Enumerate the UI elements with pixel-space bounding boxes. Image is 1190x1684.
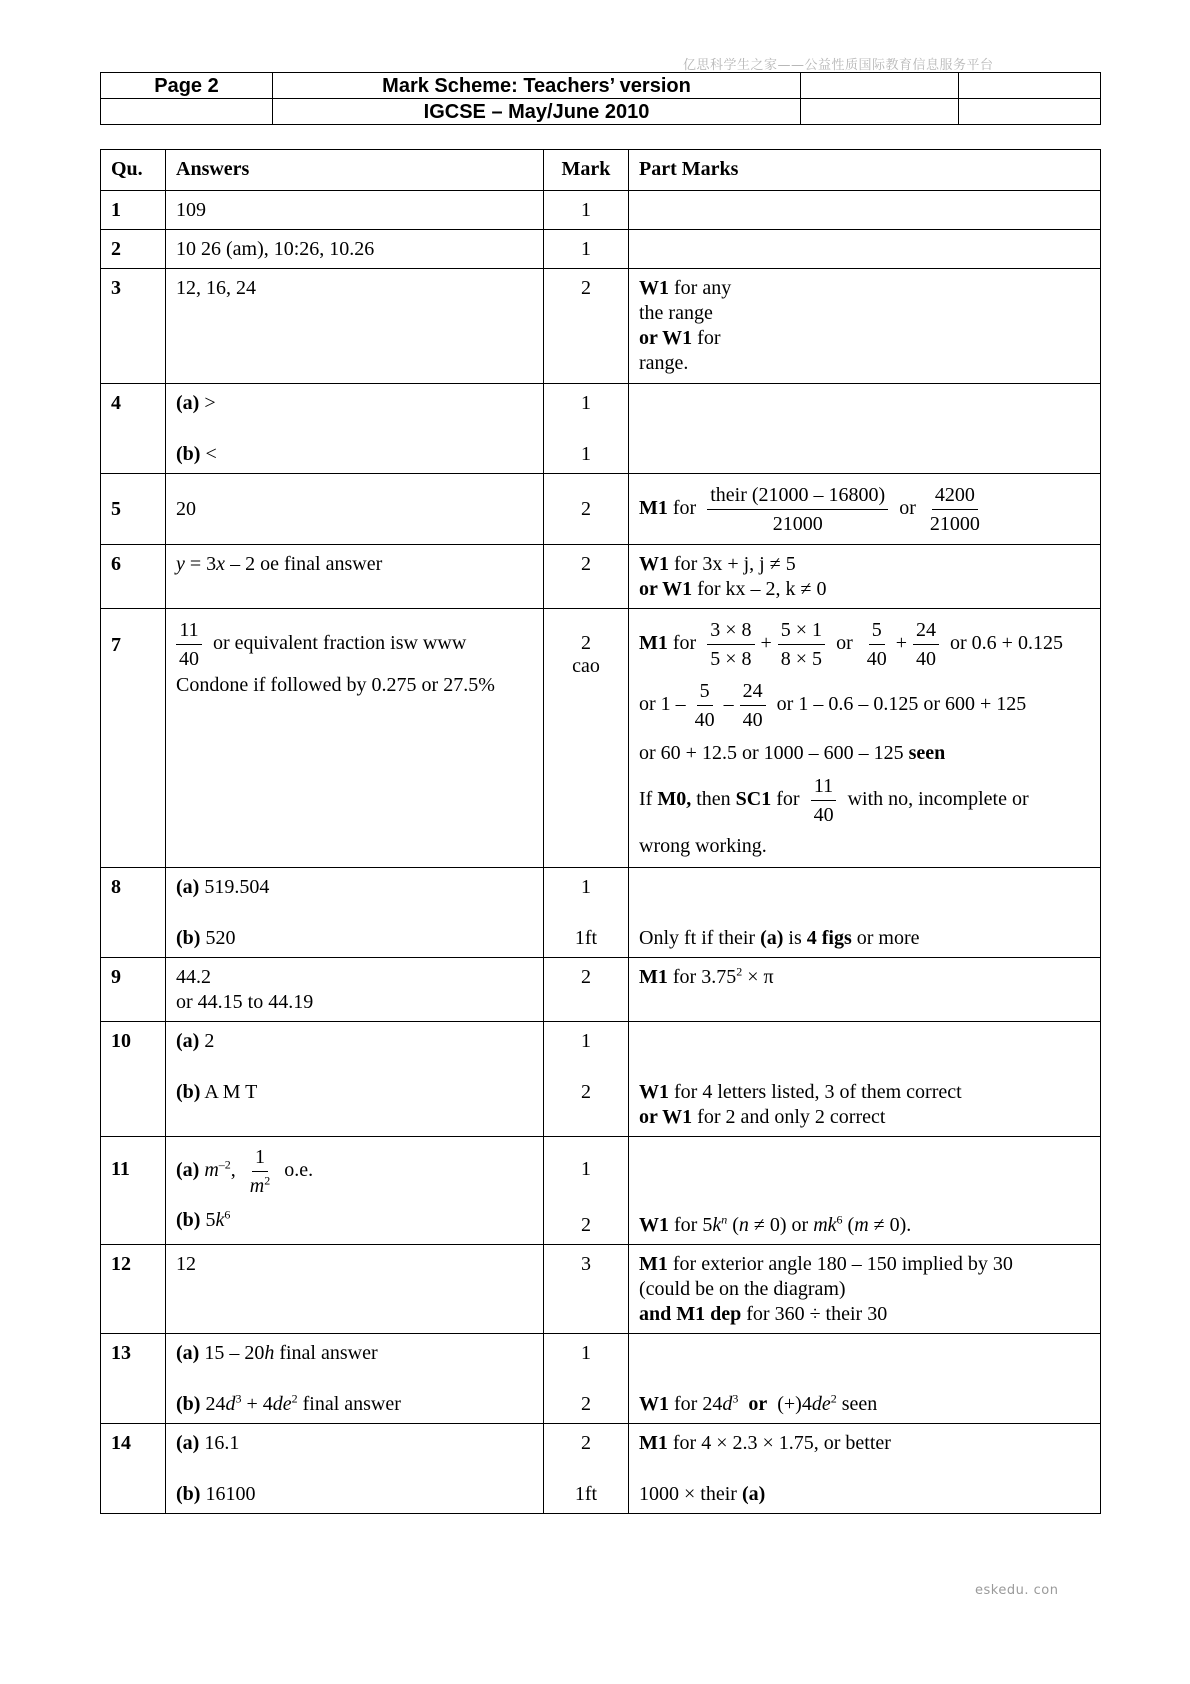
fraction: $\frac{24}{40}$ xyxy=(740,677,766,734)
part-text: for xyxy=(667,496,697,519)
question-number: 1 xyxy=(101,191,166,230)
fraction: $\frac{24}{40}$ xyxy=(913,616,939,673)
table-row xyxy=(101,868,1101,958)
part-label: (b) xyxy=(176,927,201,949)
fraction: $\frac{5}{40}$ xyxy=(692,677,718,734)
mark: 1 xyxy=(544,230,629,269)
col-header-mark: Mark xyxy=(544,150,629,191)
mark: 2 xyxy=(544,474,629,545)
part-marks xyxy=(629,191,1101,230)
part-label: (b) xyxy=(176,1209,201,1231)
part-label: (a) xyxy=(176,1342,200,1364)
table-row xyxy=(101,1137,1101,1245)
answer: (a) $m^{-2}$, $\frac{1}{m^2}$ o.e. (b) $5k^6$ xyxy=(166,1137,544,1245)
col-header-qu: Qu. xyxy=(101,150,166,191)
part-marks xyxy=(629,384,1101,474)
fraction: $\frac{3 \times 8}{5 \times 8}$ xyxy=(707,616,754,673)
part-marks: M1 for exterior angle 180 – 150 implied by 30 (could be on the diagram) and M1 dep for 360 ÷ their 30 xyxy=(629,1245,1101,1334)
mark-code: or W1 xyxy=(639,327,693,349)
part-marks xyxy=(629,545,1101,609)
col-header-answers: Answers xyxy=(166,150,544,191)
answer: 109 xyxy=(166,191,544,230)
mark: 2 1ft xyxy=(544,1424,629,1514)
part-text: for kx – 2, k ≠ 0 xyxy=(692,578,827,600)
question-number: 4 xyxy=(101,384,166,474)
answer: (a) 16.1 (b) 16100 xyxy=(166,1424,544,1514)
part-text: range. xyxy=(639,352,689,374)
answer: 10 26 (am), 10:26, 10.26 xyxy=(166,230,544,269)
page-subtitle: IGCSE – May/June 2010 xyxy=(273,99,801,125)
mark-code: W1 xyxy=(639,277,669,299)
question-number: 8 xyxy=(101,868,166,958)
part-marks: W1 for 4 letters listed, 3 of them correct or W1 for 2 and only 2 correct xyxy=(629,1022,1101,1137)
col-header-part-marks: Part Marks xyxy=(629,150,1101,191)
part-marks: M1 for $3.75^2 \times \pi$ xyxy=(629,958,1101,1022)
question-number: 9 xyxy=(101,958,166,1022)
part-text: or xyxy=(899,496,916,519)
part-text: for xyxy=(692,327,721,349)
question-number: 12 xyxy=(101,1245,166,1334)
table-row xyxy=(101,269,1101,384)
fraction: $\frac{4200}{21000}$ xyxy=(927,481,983,538)
table-row xyxy=(101,609,1101,868)
mark: 2 xyxy=(544,545,629,609)
header-empty-cell xyxy=(959,73,1101,99)
answer-text: > xyxy=(199,392,216,414)
question-number: 6 xyxy=(101,545,166,609)
answer: 12 xyxy=(166,1245,544,1334)
part-marks: M1 for $\frac{3 \times 8}{5 \times 8}$ + $\frac{5 \times 1}{8 \times 5}$ or $\frac{5}{40}$ + $\frac{24}{40}$ or 0.6 + 0.125 or 1 – $\frac{5}{40}$ – $\frac{24}{40}$ or 1 – 0.6 – 0.125 or 600 + 125 or 60 + 12.5 or 1000 – 600 – 125 seen If M0, then SC1 for $\frac{11}{40}$ with no, incomplete or wrong working. xyxy=(629,609,1101,868)
mark-code: or W1 xyxy=(639,578,693,600)
part-text: for any xyxy=(669,277,732,299)
header-empty-cell xyxy=(101,99,273,125)
answer: (a) 519.504 (b) 520 xyxy=(166,868,544,958)
table-row xyxy=(101,1424,1101,1514)
mark: 3 xyxy=(544,1245,629,1334)
fraction: $\frac{5}{40}$ xyxy=(864,616,890,673)
answer: 44.2 or 44.15 to 44.19 xyxy=(166,958,544,1022)
part-label: (b) xyxy=(176,443,201,465)
answer: (a) 2 (b) A M T xyxy=(166,1022,544,1137)
mark: 1 xyxy=(544,191,629,230)
header-empty-cell xyxy=(801,99,959,125)
question-number: 11 xyxy=(101,1137,166,1245)
table-row xyxy=(101,1334,1101,1424)
part-label: (a) xyxy=(176,876,200,898)
answer: $\frac{11}{40}$ or equivalent fraction isw www Condone if followed by 0.275 or 27.5% xyxy=(166,609,544,868)
part-label: (a) xyxy=(176,1432,200,1454)
mark: 1 2 xyxy=(544,1137,629,1245)
part-marks: W1 for $24d^3$ or $(+)4de^2$ seen xyxy=(629,1334,1101,1424)
mark: 1 1 xyxy=(544,384,629,474)
part-label: (b) xyxy=(176,1393,201,1415)
mark-code: M1 xyxy=(639,966,668,988)
question-number: 13 xyxy=(101,1334,166,1424)
table-row xyxy=(101,545,1101,609)
fraction: $\frac{5 \times 1}{8 \times 5}$ xyxy=(778,616,825,673)
fraction: $\frac{\text{their (21000 – 16800)}}{21000}$ xyxy=(707,481,888,538)
question-number: 14 xyxy=(101,1424,166,1514)
answer: y = 3x – 2 oe final answer xyxy=(166,545,544,609)
answer: 12, 16, 24 xyxy=(166,269,544,384)
mark: 2 xyxy=(544,958,629,1022)
part-label: (a) xyxy=(176,1030,200,1052)
table-row xyxy=(101,1245,1101,1334)
mark: 2 xyxy=(544,269,629,384)
part-marks: Only ft if their (a) is 4 figs or more xyxy=(629,868,1101,958)
table-row xyxy=(101,474,1101,545)
question-number: 7 xyxy=(101,609,166,868)
part-label: (b) xyxy=(176,1081,201,1103)
part-label: (b) xyxy=(176,1483,201,1505)
mark-code: M1 xyxy=(639,496,668,519)
part-text: for 3x + j, j ≠ 5 xyxy=(669,553,796,575)
answer: (a) 15 – 20h final answer (b) $24d^3 + 4de^2$ final answer xyxy=(166,1334,544,1424)
mark-code: M1 xyxy=(639,632,668,655)
fraction: $\frac{11}{40}$ xyxy=(176,616,202,673)
page-number: Page 2 xyxy=(101,73,273,99)
question-number: 5 xyxy=(101,474,166,545)
answer-text: < xyxy=(200,443,217,465)
question-number: 10 xyxy=(101,1022,166,1137)
part-marks: W1 for $5k^n$ (n ≠ 0) or $mk^6$ (m ≠ 0). xyxy=(629,1137,1101,1245)
mark: 1 1ft xyxy=(544,868,629,958)
part-marks xyxy=(629,230,1101,269)
header-empty-cell xyxy=(801,73,959,99)
watermark-bottom: eskedu. con xyxy=(975,1583,1059,1598)
fraction: $\frac{1}{m^2}$ xyxy=(247,1143,273,1200)
page-header xyxy=(100,72,1101,125)
part-marks xyxy=(629,269,1101,384)
fraction: $\frac{11}{40}$ xyxy=(811,772,837,829)
header-empty-cell xyxy=(959,99,1101,125)
answer: 20 xyxy=(166,474,544,545)
mark-scheme-table xyxy=(100,149,1101,1514)
page-title: Mark Scheme: Teachers’ version xyxy=(273,73,801,99)
table-row xyxy=(101,230,1101,269)
mark: 2 cao xyxy=(544,609,629,868)
watermark-top: 亿思科学生之家——公益性质国际教育信息服务平台 xyxy=(683,58,994,73)
table-row xyxy=(101,384,1101,474)
table-row xyxy=(101,191,1101,230)
table-header-row xyxy=(101,150,1101,191)
part-marks: M1 for 4 × 2.3 × 1.75, or better 1000 × their (a) xyxy=(629,1424,1101,1514)
part-label: (a) xyxy=(176,1159,200,1182)
part-label: (a) xyxy=(176,392,200,414)
table-row xyxy=(101,958,1101,1022)
mark: 1 2 xyxy=(544,1022,629,1137)
question-number: 3 xyxy=(101,269,166,384)
answer xyxy=(166,384,544,474)
mark-code: W1 xyxy=(639,553,669,575)
part-marks xyxy=(629,474,1101,545)
mark: 1 2 xyxy=(544,1334,629,1424)
answer-note: Condone if followed by 0.275 or 27.5% xyxy=(176,674,495,696)
part-text: the range xyxy=(639,302,713,324)
table-row xyxy=(101,1022,1101,1137)
question-number: 2 xyxy=(101,230,166,269)
